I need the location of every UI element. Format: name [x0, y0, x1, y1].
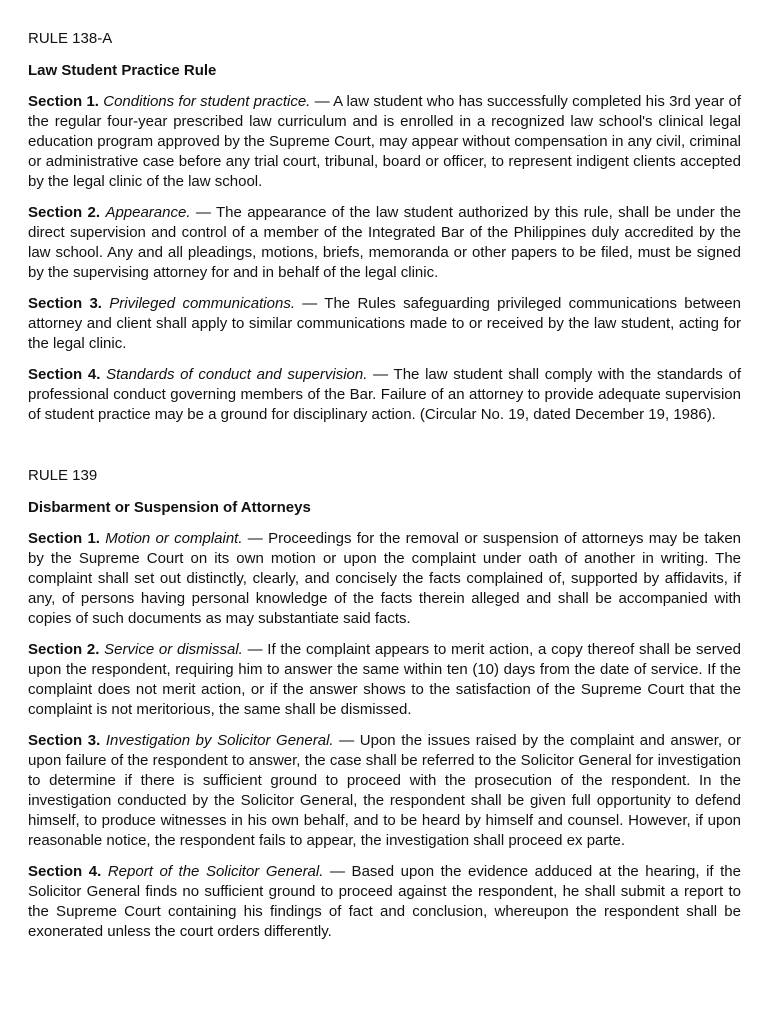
rule-138a-section-3 [28, 294, 741, 354]
section-body: — Based upon the evidence adduced at the hearing, if the Solicitor General finds no sufficient ground to proceed against the respondent, he shall submit a report to the Supreme Court containing his findings of fact and conclusion, whereupon the respondent shall be exonerated unless the court orders differently. [28, 863, 741, 940]
section-body: — The law student shall comply with the standards of professional conduct governing members of the Bar. Failure of an attorney to provide adequate supervision of student practice may be a ground for disciplinary action. (Circular No. 19, dated December 19, 1986). [28, 366, 741, 423]
rule-138a-block [28, 29, 741, 425]
rule-title: RULE 139 [28, 467, 98, 484]
rule-139-section-3 [28, 731, 741, 851]
rule-139-section-1 [28, 529, 741, 629]
section-body: — Upon the issues raised by the complaint and answer, or upon failure of the respondent to answer, the case shall be referred to the Solicitor General for investigation to determine if there is sufficient ground to proceed with the prosecution of the respondent. In the investigation conducted by the Solicitor General, the respondent shall be given full opportunity to defend himself, to produce witnesses in his own behalf, and to be heard by himself and counsel. However, if upon reasonable notice, the respondent fails to appear, the investigation shall proceed ex parte. [28, 732, 742, 849]
rule-title: RULE 138-A [28, 30, 113, 47]
section-body: — The appearance of the law student authorized by this rule, shall be under the direct supervision and control of a member of the Integrated Bar of the Philippines duly accredited by the law school. Any and all pleadings, motions, briefs, memoranda or other papers to be filed, must be signed by the supervising attorney for and in behalf of the legal clinic. [28, 204, 742, 281]
rule-139-block [28, 466, 741, 942]
section-title: Investigation by Solicitor General. [105, 732, 334, 749]
section-title: Motion or complaint. [105, 530, 243, 547]
section-number: Section 3. [28, 732, 101, 749]
section-title: Appearance. [105, 204, 191, 221]
section-title: Standards of conduct and supervision. [106, 366, 368, 383]
rule-139-section-4 [28, 862, 741, 942]
section-number: Section 4. [28, 863, 102, 880]
section-title: Privileged communications. [109, 295, 295, 312]
section-title: Report of the Solicitor General. [107, 863, 324, 880]
rule-138a-section-1 [28, 92, 741, 192]
section-number: Section 2. [28, 204, 101, 221]
rule-subtitle: Disbarment or Suspension of Attorneys [28, 499, 311, 516]
section-body: — If the complaint appears to merit action, a copy thereof shall be served upon the respondent, requiring him to answer the same within ten (10) days from the date of service. If the complaint does not merit action, or if the answer shows to the satisfaction of the Supreme Court that the complaint is not meritorious, the same shall be dismissed. [28, 641, 741, 718]
section-body: — Proceedings for the removal or suspension of attorneys may be taken by the Supreme Court on its own motion or upon the complaint under oath of another in writing. The complaint shall set out distinctly, clearly, and concisely the facts complained of, supported by affidavits, if any, of persons having personal knowledge of the facts therein alleged and shall be accompanied with copies of such documents as may substantiate said facts. [28, 530, 742, 627]
section-number: Section 3. [28, 295, 102, 312]
section-number: Section 1. [28, 530, 100, 547]
rule-138a-section-2 [28, 203, 741, 283]
section-number: Section 2. [28, 641, 100, 658]
section-title: Service or dismissal. [104, 641, 243, 658]
section-number: Section 1. [28, 93, 99, 110]
section-body: — A law student who has successfully completed his 3rd year of the regular four-year prescribed law curriculum and is enrolled in a recognized law school's clinical legal education program approved by the Supreme Court, may appear without compensation in any civil, criminal or administrative case before any trial court, tribunal, board or officer, to represent indigent clients accepted by the legal clinic of the law school. [28, 93, 742, 190]
section-number: Section 4. [28, 366, 101, 383]
rule-138a-section-4 [28, 365, 741, 425]
section-body: — The Rules safeguarding privileged communications between attorney and client shall apply to similar communications made to or received by the law student, acting for the legal clinic. [28, 295, 741, 352]
section-title: Conditions for student practice. [103, 93, 311, 110]
rule-139-section-2 [28, 640, 741, 720]
rule-subtitle: Law Student Practice Rule [28, 62, 217, 79]
